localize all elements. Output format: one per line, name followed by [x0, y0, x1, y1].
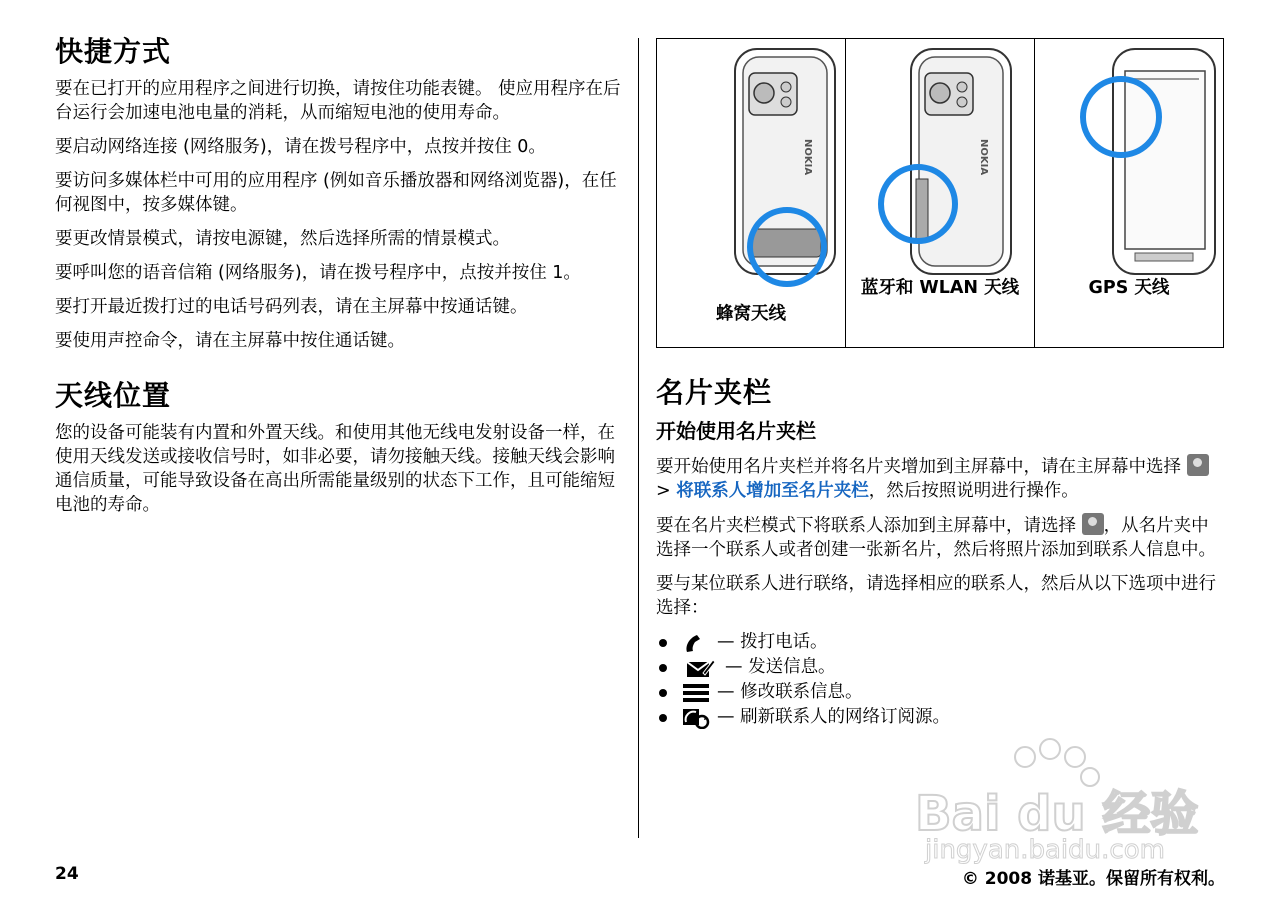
refresh-feed-icon[interactable]: [681, 707, 711, 729]
column-divider: [638, 38, 639, 838]
antenna-heading: 天线位置: [55, 379, 172, 412]
paragraph: 要访问多媒体栏中可用的应用程序 (例如音乐播放器和网络浏览器)，在任何视图中，按多媒体键。: [55, 171, 617, 215]
paragraph: 要打开最近拨打过的电话号码列表，请在主屏幕中按通话键。: [55, 297, 528, 317]
figure-cell-cellular: [657, 39, 846, 347]
paragraph: 要启动网络连接 (网络服务)，请在拨号程序中，点按并按住 0。: [55, 137, 546, 157]
bullet: [659, 714, 667, 722]
left-column: [55, 35, 625, 527]
copyright: © 2008 诺基亚。保留所有权利。: [961, 869, 1225, 889]
figure-cell-bluetooth-wlan: [846, 39, 1035, 347]
list-item: — 发送信息。: [656, 655, 1226, 680]
brand-text: NOKIA: [978, 139, 989, 176]
paragraph: 要呼叫您的语音信箱 (网络服务)，请在拨号程序中，点按并按住 1。: [55, 263, 581, 283]
figure-cell-gps: [1035, 39, 1223, 347]
bullet: [659, 664, 667, 672]
bullet: [659, 689, 667, 697]
list-item: — 拨打电话。: [656, 630, 1226, 655]
contacts-bar-heading: 名片夹栏: [656, 376, 773, 409]
edit-details-icon[interactable]: [681, 682, 711, 704]
add-contact-icon[interactable]: [1082, 513, 1104, 535]
paragraph: 要开始使用名片夹栏并将名片夹增加到主屏幕中，请在主屏幕中选择 > 将联系人增加至名片夹栏，然后按照说明进行操作。: [656, 454, 1226, 503]
paragraph: 要与某位联系人进行联络，请选择相应的联系人，然后从以下选项中进行选择：: [656, 574, 1216, 618]
add-contact-to-bar-link[interactable]: 将联系人增加至名片夹栏: [676, 481, 869, 501]
paragraph: 您的设备可能装有内置和外置天线。和使用其他无线电发射设备一样，在使用天线发送或接收信号时，如非必要，请勿接触天线。接触天线会影响通信质量，可能导致设备在高出所需能量级别的状态下工作，且可能缩短电池的寿命。: [55, 423, 615, 515]
right-column: [656, 38, 1226, 730]
list-item: — 刷新联系人的网络订阅源。: [656, 705, 1226, 730]
brand-text: NOKIA: [802, 139, 813, 176]
contacts-app-icon[interactable]: [1187, 454, 1209, 476]
antenna-figure: [656, 38, 1224, 348]
paragraph: 要在名片夹栏模式下将联系人添加到主屏幕中，请选择 ，从名片夹中选择一个联系人或者创建一张新名片，然后将照片添加到联系人信息中。: [656, 513, 1226, 562]
baidu-watermark: [895, 735, 1215, 885]
watermark-url: jingyan.baidu.com: [925, 835, 1165, 865]
shortcuts-heading: 快捷方式: [55, 35, 172, 68]
paragraph: 要更改情景模式，请按电源键，然后选择所需的情景模式。: [55, 229, 510, 249]
phone-front-illustration: [1035, 39, 1223, 349]
paragraph: 要使用声控命令，请在主屏幕中按住通话键。: [55, 331, 405, 351]
caption-gps: GPS 天线: [1088, 278, 1170, 298]
caption-bluetooth-wlan: 蓝牙和 WLAN 天线: [860, 278, 1020, 298]
paragraph: 要在已打开的应用程序之间进行切换，请按住功能表键。 使应用程序在后台运行会加速电池电量的消耗，从而缩短电池的使用寿命。: [55, 79, 621, 123]
phone-back-illustration: [846, 39, 1034, 349]
page-number: 24: [55, 864, 79, 884]
message-icon[interactable]: [681, 657, 719, 679]
caption-cellular: 蜂窝天线: [716, 304, 786, 324]
watermark-logo-text: Bai du 经验: [915, 786, 1199, 842]
list-item: — 修改联系信息。: [656, 680, 1226, 705]
getting-started-subheading: 开始使用名片夹栏: [656, 419, 816, 443]
contact-options-list: [656, 630, 1226, 730]
phone-icon[interactable]: [681, 632, 711, 654]
bullet: [659, 639, 667, 647]
